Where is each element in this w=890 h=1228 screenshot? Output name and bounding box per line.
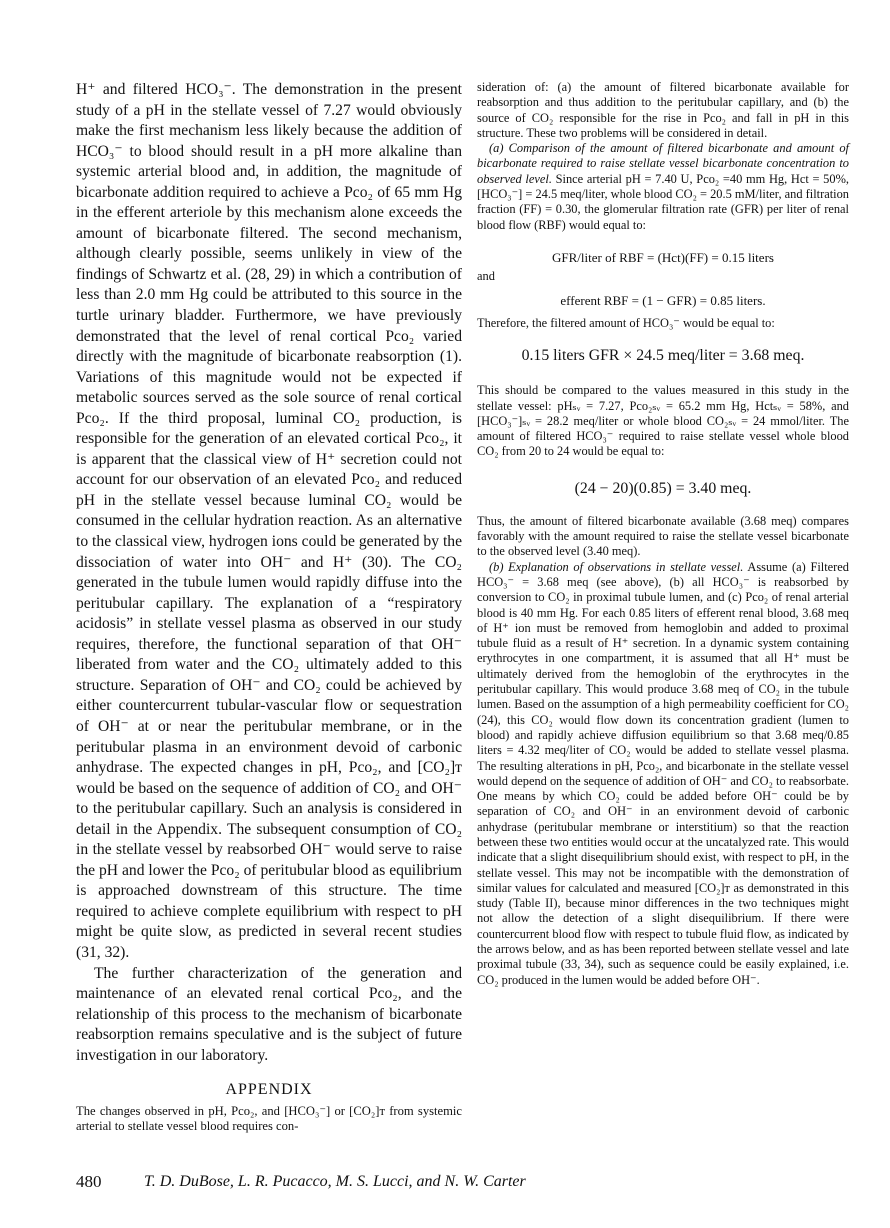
equation-filtered-amount: 0.15 liters GFR × 24.5 meq/liter = 3.68 meq. xyxy=(521,347,805,365)
appendix-heading: APPENDIX xyxy=(225,1081,313,1099)
page-footer xyxy=(76,1168,856,1196)
appendix-paragraph: The changes observed in pH, Pco₂, and [HCO₃⁻] or [CO₂]ᴛ from systemic arterial to stellate vessel blood requires con- xyxy=(76,1104,462,1134)
body-paragraph: Therefore, the filtered amount of HCO₃⁻ would be equal to: xyxy=(477,315,775,330)
section-b-paragraph xyxy=(477,560,849,988)
body-paragraph: The further characterization of the generation and maintenance of an elevated renal cortical Pco₂, and the relationship of this process to the mechanism of bicarbonate reabsorption remains speculative and is the subject of future investigation in our laboratory. xyxy=(76,964,462,1064)
section-b-title: (b) Explanation of observations in stellate vessel. xyxy=(489,559,744,574)
section-a-paragraph xyxy=(477,141,849,233)
equation-gfr: GFR/liter of RBF = (Hct)(FF) = 0.15 liters xyxy=(552,249,774,265)
body-paragraph: This should be compared to the values measured in this study in the stellate vessel: pHₛᵥ = 7.27, Pco₂ₛᵥ = 65.2 mm Hg, Hctₛᵥ = 58%, and [HCO₃⁻]ₛᵥ = 28.2 meq/liter or whole blood CO₂ₛᵥ = 24 mmol/liter. The amount of filtered HCO₃⁻ required to raise stellate vessel whole blood CO₂ from 20 to 24 would be equal to: xyxy=(477,383,849,459)
body-paragraph: H⁺ and filtered HCO₃⁻. The demonstration in the present study of a pH in the stellate vessel of 7.27 would obviously make the first mechanism less likely because the addition of HCO₃⁻ to blood should result in a pH more alkaline than systemic arterial blood and, in addition, the magnitude of bicarbonate addition required to achieve a Pco₂ of 65 mm Hg in the efferent arteriole by this mechanism alone exceeds the amount of bicarbonate filtered. The second mechanism, although clearly possible, seems unlikely in view of the findings of Schwartz et al. (28, 29) in which a contribution of less than 2.0 mm Hg could be attributed to this source in the turtle urinary bladder. Furthermore, we have previously demonstrated that the level of renal cortical Pco₂ varied directly with the magnitude of bicarbonate reabsorption (1). Variations of this magnitude would not be expected if metabolic sources served as the sole source of renal cortical Pco₂. If the third proposal, luminal CO₂ production, is responsible for the generation of an elevated cortical Pco₂, it is apparent that the classical view of H⁺ secretion could not account for our observation of an elevated Pco₂ and reduced pH in the stellate vessel because luminal CO₂ would be consumed in the cellular hydration reaction. As an alternative to the classical view, hydrogen ions could be generated by the dissociation of water into OH⁻ and H⁺ (30). The CO₂ generated in the tubule lumen would rapidly diffuse into the peritubular capillary. The explanation of a “respiratory acidosis” in stellate vessel plasma as observed in our study requires, therefore, the functional separation of that OH⁻ liberated from water and the CO₂ ultimately added to this structure. Separation of OH⁻ and CO₂ could be achieved by either countercurrent tubular-vascular flow or sequestration of OH⁻ at or near the peritubular membrane, or in the peritubular plasma in an environment devoid of carbonic anhydrase. The expected changes in pH, Pco₂, and [CO₂]ᴛ would be based on the sequence of addition of CO₂ and OH⁻ to the peritubular capillary. Such an analysis is considered in detail in the Appendix. The subsequent consumption of CO₂ in the stellate vessel by reabsorbed OH⁻ would serve to raise the pH and lower the Pco₂ of peritubular blood as equilibrium is approached downstream of this structure. The time required to achieve complete equilibrium with respect to pH might be quite slow, as predicted in several recent studies (31, 32). xyxy=(76,81,462,961)
section-a-body: Since arterial pH = 7.40 U, Pco₂ =40 mm Hg, Hct = 50%, [HCO₃⁻] = 24.5 meq/liter, whole blood CO₂ = 20.5 mM/liter, and filtration fraction (FF) = 0.30, the glomerular filtration rate (GFR) per liter of renal blood flow (RBF) would equal to: xyxy=(477,171,849,232)
equation-required-amount: (24 − 20)(0.85) = 3.40 meq. xyxy=(574,479,752,497)
page-number: 480 xyxy=(76,1172,102,1191)
section-b-body: Assume (a) Filtered HCO₃⁻ = 3.68 meq (see above), (b) all HCO₃⁻ is reabsorbed by conversion to CO₂ in proximal tubule lumen, and (c) Pco₂ of renal arterial blood is 40 mm Hg. For each 0.85 liters of efferent renal blood, 3.68 meq of H⁺ ion must be removed from hemoglobin and added to proximal tubule fluid as a result of H⁺ secretion. In a dynamic system containing erythrocytes in one compartment, it is assumed that all H⁺ must be ultimately derived from the hemoglobin of the erythrocytes in the peritubular capillary. This would produce 3.68 meq of CO₂ in the tubule lumen. Based on the assumption of a high permeability coefficient for CO₂ (24), this CO₂ would flow down its concentration gradient (lumen to blood) and rapidly achieve diffusion equilibrium so that 3.68 meq/0.85 liters = 4.32 meq/liter of CO₂ would be added to stellate vessel plasma. The resulting alterations in pH, Pco₂, and bicarbonate in the stellate vessel would depend on the sequence of addition of OH⁻ and CO₂ to reabsorbate. One means by which CO₂ could be added before OH⁻ could be by separation of CO₂ and OH⁻ in an environment devoid of carbonic anhydrase (peritubular membrane or interstitium) so that the reaction between these two entities would occur at the uncatalyzed rate. This would indicate that a slight disequilibrium should exist, with respect to pH, in the stellate vessel. This may not be incompatible with the demonstration of similar values for calculated and measured [CO₂]ᴛ as demonstrated in this study (Table II), because minor differences in the two techniques might not allow the detection of a slight disequilibrium. If there were countercurrent blood flow with respect to tubule fluid flow, as indicated by the arrows below, and as has been reported between stellate vessel and late proximal tubule (33, 34), such as sequence could be easily explained, i.e. CO₂ produced in the lumen would be added before OH⁻. xyxy=(477,559,849,987)
equation-efferent-rbf: efferent RBF = (1 − GFR) = 0.85 liters. xyxy=(560,292,766,308)
author-line: T. D. DuBose, L. R. Pucacco, M. S. Lucci, and N. W. Carter xyxy=(144,1173,526,1190)
right-column xyxy=(477,80,849,988)
body-paragraph: sideration of: (a) the amount of filtered bicarbonate available for reabsorption and thus addition to the peritubular capillary, and (b) the source of CO₂ responsible for the rise in Pco₂ and fall in pH in this structure. These two problems will be considered in detail. xyxy=(477,80,849,140)
section-a-title: (a) Comparison of the amount of filtered bicarbonate and amount of bicarbonate required to raise stellate vessel bicarbonate concentration to observed level. xyxy=(477,141,849,186)
left-column xyxy=(76,80,462,1135)
and-label: and xyxy=(477,268,495,283)
body-paragraph: Thus, the amount of filtered bicarbonate available (3.68 meq) compares favorably with the amount required to raise the stellate vessel bicarbonate to the observed level (3.40 meq). xyxy=(477,513,849,559)
